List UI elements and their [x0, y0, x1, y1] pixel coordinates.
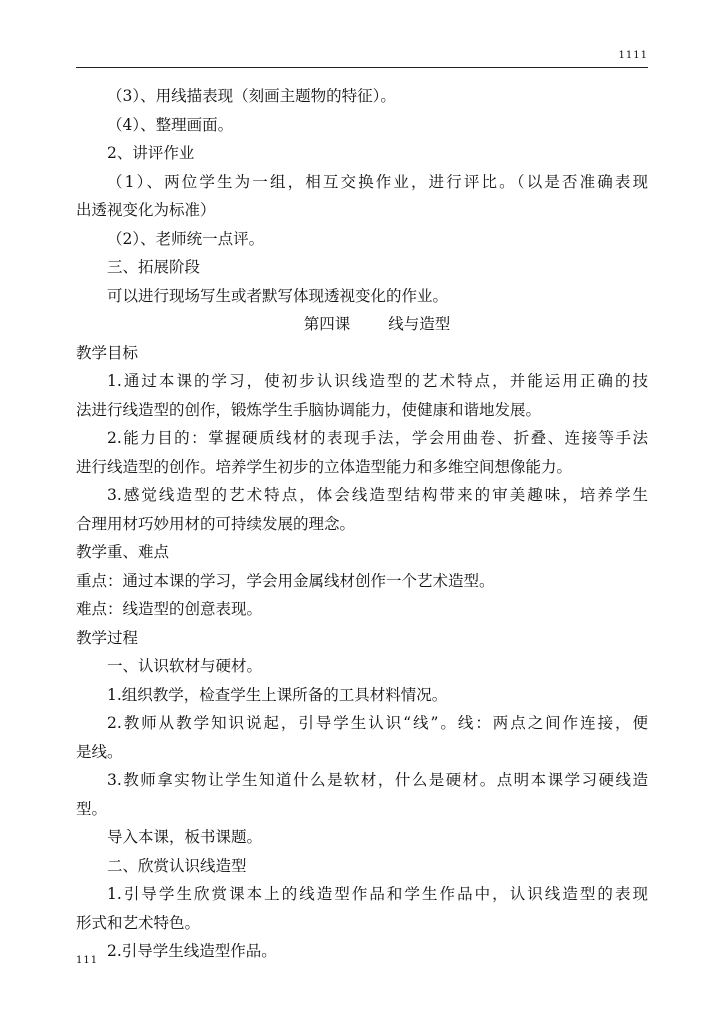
paragraph-line: （4）、整理画面。 — [107, 115, 234, 134]
paragraph-line: 型。 — [76, 799, 108, 818]
paragraph-line: 重点：通过本课的学习，学会用金属线材创作一个艺术造型。 — [76, 571, 495, 590]
paragraph-line: 导入本课，板书课题。 — [107, 828, 263, 846]
paragraph-line: 合理用材巧妙用材的可持续发展的理念。 — [76, 514, 356, 533]
paragraph-line: 是线。 — [76, 742, 123, 761]
paragraph-line: 形式和艺术特色。 — [76, 913, 201, 932]
paragraph-line: 3.感觉线造型的艺术特点，体会线造型结构带来的审美趣味，培养学生 — [107, 486, 648, 504]
paragraph-line: 进行线造型的创作。培养学生初步的立体造型能力和多维空间想像能力。 — [76, 457, 573, 476]
lesson-number: 第四课 — [303, 315, 351, 333]
section-heading: 教学目标 — [76, 343, 139, 362]
paragraph-line: 1.组织教学，检查学生上课所备的工具材料情况。 — [107, 685, 448, 704]
section-heading: 二、欣赏认识线造型 — [107, 856, 247, 875]
paragraph-line: 2.引导学生线造型作品。 — [107, 942, 277, 960]
header-page-number: 1111 — [618, 50, 648, 61]
lesson-name: 线与造型 — [388, 315, 451, 333]
section-heading: 三、拓展阶段 — [107, 258, 201, 276]
paragraph-line: 可以进行现场写生或者默写体现透视变化的作业。 — [107, 286, 449, 305]
paragraph-line: 出透视变化为标准） — [76, 201, 216, 219]
footer-page-number: 111 — [76, 955, 99, 966]
section-heading: 一、认识软材与硬材。 — [107, 657, 263, 675]
paragraph-line: 1.引导学生欣赏课本上的线造型作品和学生作品中，认识线造型的表现 — [107, 885, 648, 903]
paragraph-line: 2.教师从教学知识说起，引导学生认识“线”。线：两点之间作连接，便 — [107, 714, 648, 732]
paragraph-line: 难点：线造型的创意表现。 — [76, 600, 263, 618]
section-heading: 2、讲评作业 — [107, 144, 195, 162]
paragraph-line: （3）、用线描表现（刻画主题物的特征）。 — [107, 87, 396, 105]
paragraph-line: 2.能力目的：掌握硬质线材的表现手法，学会用曲卷、折叠、连接等手法 — [107, 429, 648, 447]
paragraph-line: 3.教师拿实物让学生知道什么是软材，什么是硬材。点明本课学习硬线造 — [107, 771, 648, 789]
lesson-title — [76, 310, 648, 339]
document-body — [76, 82, 648, 966]
section-heading: 教学重、难点 — [76, 543, 170, 561]
paragraph-line: （2）、老师统一点评。 — [107, 229, 265, 248]
paragraph-line: 法进行线造型的创作，锻炼学生手脑协调能力，使健康和谐地发展。 — [76, 400, 542, 419]
section-heading: 教学过程 — [76, 628, 139, 647]
header-rule — [76, 67, 648, 68]
paragraph-line: （1）、两位学生为一组，相互交换作业，进行评比。（以是否准确表现 — [107, 172, 648, 191]
paragraph-line: 1.通过本课的学习，使初步认识线造型的艺术特点，并能运用正确的技 — [107, 372, 648, 390]
